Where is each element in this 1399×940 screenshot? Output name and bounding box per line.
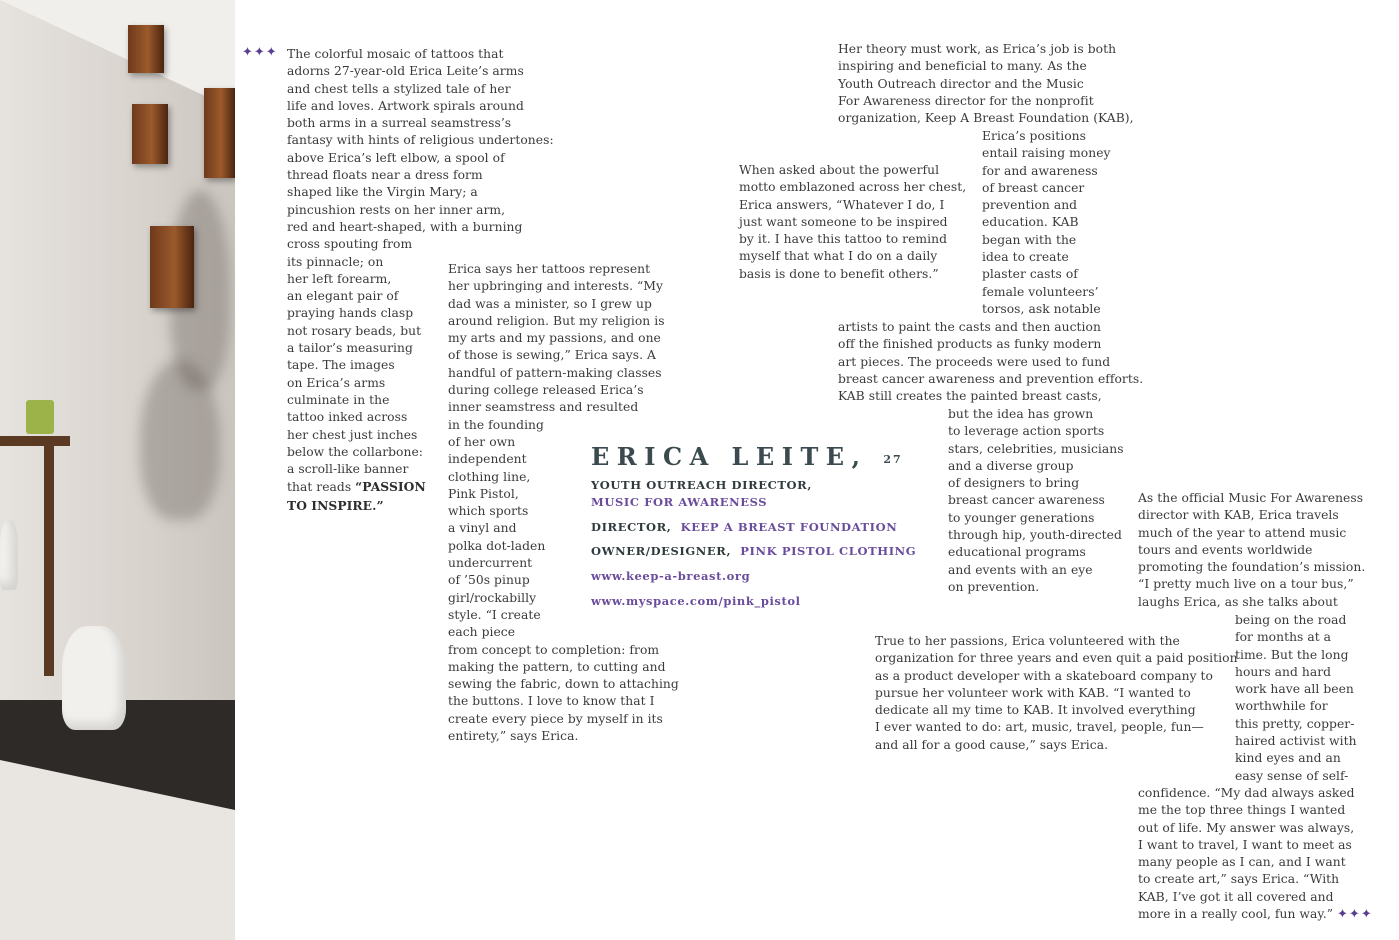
confidence-paragraph-text: confidence. “My dad always asked me the top three things I wanted out of life. My answer was always, I want to travel, I want to meet as many people as I can, and I want to create art,” says Erica. “With KAB, I’ve got it all covered and more in a really cool, fun way.”	[1138, 786, 1355, 922]
leverage-paragraph: but the idea has grown to leverage action sports stars, celebrities, musicians and a diverse group of designers to bring breast cancer awareness to younger generations through hip, youth-directed educational programs and events with an eye on prevention.	[948, 407, 1124, 594]
upbringing-paragraph: Erica says her tattoos represent her upbringing and interests. “My dad was a minister, so I grew up around religion. But my religion is my arts and my passions, and one of those is sewing,” Erica says. A handful of pattern-making classes during college released Erica’s inner seamstress and resulted in the founding of her own independent clothing line, Pink Pistol, which sports a vinyl and polka dot-laden undercurrent of ’50s pinup girl/rockabilly style. “I create each piece from concept to completion: from making the pattern, to cutting and sewing the fabric, down to attaching the buttons. I love to know that I create every piece by myself in its entirety,” says Erica.	[448, 262, 679, 744]
photo-wall-box-4	[150, 226, 194, 308]
photo-pedestal	[0, 436, 70, 446]
photo-ceiling	[0, 0, 235, 110]
role-pink-pistol	[591, 543, 916, 559]
photo-wall-box-2	[204, 88, 235, 178]
photo-wall-box-3	[132, 104, 168, 164]
photo-torso-sculpture-2	[0, 520, 18, 590]
photo-silhouette-shadow-2	[140, 360, 220, 520]
role-pink-pistol-label: OWNER/DESIGNER,	[591, 544, 732, 558]
photo-pedestal-leg	[44, 446, 54, 676]
gallery-photo	[0, 0, 235, 940]
auction-paragraph: artists to paint the casts and then auction off the finished products as funky modern art pieces. The proceeds were used to fund breast cancer awareness and prevention efforts. KAB still creates the painted breast casts,	[838, 320, 1144, 404]
role-kab-label: DIRECTOR,	[591, 520, 672, 534]
photo-torso-sculpture	[62, 626, 126, 730]
role-pink-pistol-value: PINK PISTOL CLOTHING	[740, 544, 917, 558]
travel-paragraph: As the official Music For Awareness director with KAB, Erica travels much of the year to attend music tours and events worldwide promoting the foundation’s mission. “I pretty much live on a tour bus,” laughs Erica, as she talks about	[1138, 491, 1366, 609]
role-music-awareness: MUSIC FOR AWARENESS	[591, 495, 768, 509]
profile-name-title	[591, 442, 903, 471]
ornament-stars-end: ✦✦✦	[1337, 907, 1373, 923]
photo-green-object	[26, 400, 54, 434]
photo-wall-box-1	[128, 25, 164, 73]
passions-paragraph: True to her passions, Erica volunteered with the organization for three years and even quit a paid position as a product developer with a skateboard company to pursue her volunteer work with KAB. “I wanted to dedicate all my time to KAB. It involved everything I ever wanted to do: art, music, travel, people, fun— and all for a good cause,” says Erica.	[875, 634, 1238, 752]
motto-paragraph: When asked about the powerful motto emblazoned across her chest, Erica answers, “Whatever I do, I just want someone to be inspired by it. I have this tattoo to remind myself that what I do on a daily basis is done to benefit others.”	[739, 163, 967, 281]
kab-website-link[interactable]: www.keep-a-breast.org	[591, 569, 751, 583]
road-paragraph: being on the road for months at a time. But the long hours and hard work have all been worthwhile for this pretty, copper- haired activist with kind eyes and an easy sense of self-	[1235, 613, 1357, 783]
intro-paragraph-text: The colorful mosaic of tattoos that adorns 27-year-old Erica Leite’s arms and chest tells a stylized tale of her life and loves. Artwork spirals around both arms in a surreal seamstress’s fantasy with hints of religious undertones: above Erica’s left elbow, a spool of thread floats near a dress form shaped like the Virgin Mary; a pincushion rests on her inner arm, red and heart-shaped, with a burning cross spouting from its pinnacle; on her left forearm, an elegant pair of praying hands clasp not rosary beads, but a tailor’s measuring tape. The images on Erica’s arms culminate in the tattoo inked across her chest just inches below the collarbone: a scroll-like banner that reads	[287, 47, 554, 495]
myspace-link[interactable]: www.myspace.com/pink_pistol	[591, 594, 801, 608]
positions-paragraph: Erica’s positions entail raising money for and awareness of breast cancer prevention and education. KAB began with the idea to create plaster casts of female volunteers’ torsos, ask notable	[982, 129, 1111, 316]
passion-quote: “PASSION TO INSPIRE.”	[287, 479, 426, 513]
theory-paragraph: Her theory must work, as Erica’s job is both inspiring and beneficial to many. As the Youth Outreach director and the Music For Awareness director for the nonprofit organization, Keep A Breast Foundation (KAB),	[838, 42, 1134, 126]
role-kab-value: KEEP A BREAST FOUNDATION	[680, 520, 898, 534]
ornament-stars-start: ✦✦✦	[242, 45, 278, 60]
profile-name: ERICA LEITE,	[591, 442, 868, 471]
role-youth-outreach: YOUTH OUTREACH DIRECTOR,	[591, 478, 812, 492]
profile-age: 27	[883, 453, 903, 466]
role-kab-director	[591, 519, 897, 535]
confidence-paragraph	[1138, 785, 1373, 923]
